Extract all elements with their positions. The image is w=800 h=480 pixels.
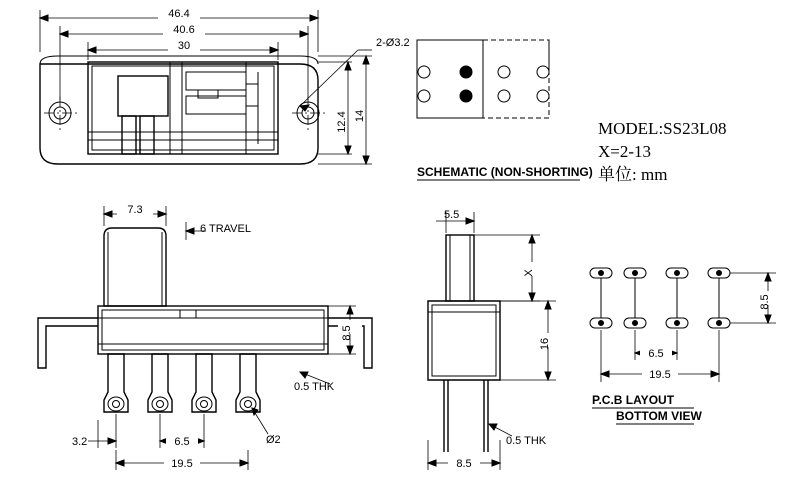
- schematic-terminal-5: [418, 90, 430, 102]
- schematic-terminal-6: [460, 90, 472, 102]
- x-range-label: X=2-13: [598, 142, 652, 161]
- dim-label-overall: 46.4: [168, 8, 190, 20]
- dim-label-pin-span: 19.5: [171, 458, 193, 470]
- model-label: MODEL:SS23L08: [598, 119, 727, 138]
- top-view-detail-b: [186, 96, 246, 114]
- dim-pin-edge-3-2: [72, 414, 116, 448]
- title-block-group: [598, 119, 726, 184]
- top-view-actuator-stem: [122, 116, 136, 154]
- schematic-terminal-4: [537, 66, 549, 78]
- dim-inner-height-12-4: [318, 62, 352, 154]
- top-view-outline: [40, 64, 318, 164]
- dim-label-x-height: X: [523, 269, 535, 277]
- dim-label-body-height: 8.5: [341, 325, 353, 341]
- front-view-group: [38, 202, 372, 470]
- side-view-body-inner: [432, 305, 496, 376]
- schematic-terminal-2: [460, 66, 472, 78]
- side-view-group: [428, 209, 558, 470]
- schematic-box-dashed: [483, 40, 549, 118]
- top-view-outline-top: [40, 56, 318, 64]
- schematic-box: [417, 40, 483, 118]
- pcb-layout-group: [590, 268, 780, 424]
- front-view-body: [98, 306, 328, 354]
- dim-label-thickness-side: 0.5 THK: [506, 435, 547, 447]
- dim-pcb-pitch-6-5: [635, 330, 677, 360]
- dim-label-height-16: 16: [539, 337, 551, 351]
- dim-pin-pitch-6-5: [160, 414, 204, 448]
- dim-label-hole-note: 2-Ø3.2: [376, 37, 410, 49]
- front-view-bracket-left: [38, 318, 98, 368]
- front-view-knob: [104, 228, 166, 306]
- dim-label-pcb-height: 8.5: [759, 294, 771, 310]
- dim-label-thickness-front: 0.5 THK: [294, 381, 335, 393]
- schematic-caption: SCHEMATIC (NON-SHORTING): [417, 165, 593, 179]
- dim-label-base-width: 8.5: [456, 458, 472, 470]
- top-view-group: [40, 6, 410, 164]
- schematic-terminal-1: [418, 66, 430, 78]
- pcb-caption-line1: P.C.B LAYOUT: [592, 393, 675, 407]
- schematic-terminal-8: [537, 90, 549, 102]
- dim-body-30: [88, 38, 278, 60]
- top-view-body-inner: [92, 66, 274, 150]
- dim-pcb-height-8-5: [730, 273, 780, 323]
- schematic-terminal-7: [498, 90, 510, 102]
- top-view-detail-a: [186, 72, 246, 90]
- dim-knob-width-7-3: [104, 202, 166, 226]
- side-view-body: [428, 301, 500, 380]
- dim-hole-span-40-6: [60, 22, 308, 100]
- pcb-pad-row-bottom: [590, 318, 730, 328]
- dim-label-travel: 6 TRAVEL: [200, 223, 251, 235]
- top-view-detail-c: [198, 90, 218, 98]
- dim-outer-height-14: [318, 56, 372, 164]
- dim-label-pin-diameter: Ø2: [266, 434, 281, 446]
- top-view-actuator-stem2: [140, 116, 154, 154]
- dim-label-pcb-width: 19.5: [649, 369, 671, 381]
- schematic-group: [417, 40, 593, 180]
- dim-body-height-8-5: [328, 306, 362, 354]
- dim-thickness-front: [294, 372, 335, 393]
- dim-label-pcb-pitch: 6.5: [648, 348, 664, 360]
- units-label: 单位: mm: [598, 165, 668, 184]
- front-view-notch: [180, 310, 196, 318]
- top-view-detail-d: [246, 84, 258, 106]
- dim-pin-span-19-5: [116, 450, 248, 470]
- front-view-pin-3: [192, 354, 216, 412]
- dim-travel: [186, 222, 251, 240]
- dim-label-inner-height: 12.4: [336, 111, 348, 133]
- dim-label-hole-span: 40.6: [173, 24, 195, 36]
- dim-label-knob-width: 7.3: [127, 204, 143, 216]
- front-view-pin-1: [104, 354, 128, 412]
- dim-height-16: [500, 301, 558, 380]
- dim-x-height: [474, 235, 540, 301]
- front-view-pin-4: [236, 354, 260, 412]
- dim-pin-diameter: [252, 408, 281, 446]
- dim-hole-note: [300, 37, 410, 111]
- pcb-caption-line2: BOTTOM VIEW: [616, 409, 702, 423]
- dim-top-width-5-5: [436, 209, 474, 233]
- dim-label-pin-pitch: 6.5: [174, 436, 190, 448]
- dim-label-pin-edge: 3.2: [72, 436, 88, 448]
- dim-thickness-side: [489, 424, 547, 447]
- pcb-pad-row-top: [590, 268, 730, 278]
- dim-label-body: 30: [177, 40, 191, 52]
- dim-label-outer-height: 14: [354, 109, 366, 123]
- front-view-pin-2: [148, 354, 172, 412]
- schematic-terminal-3: [498, 66, 510, 78]
- top-view-actuator: [118, 76, 168, 116]
- dim-label-top-width: 5.5: [444, 209, 460, 221]
- dim-base-width-8-5: [428, 440, 500, 470]
